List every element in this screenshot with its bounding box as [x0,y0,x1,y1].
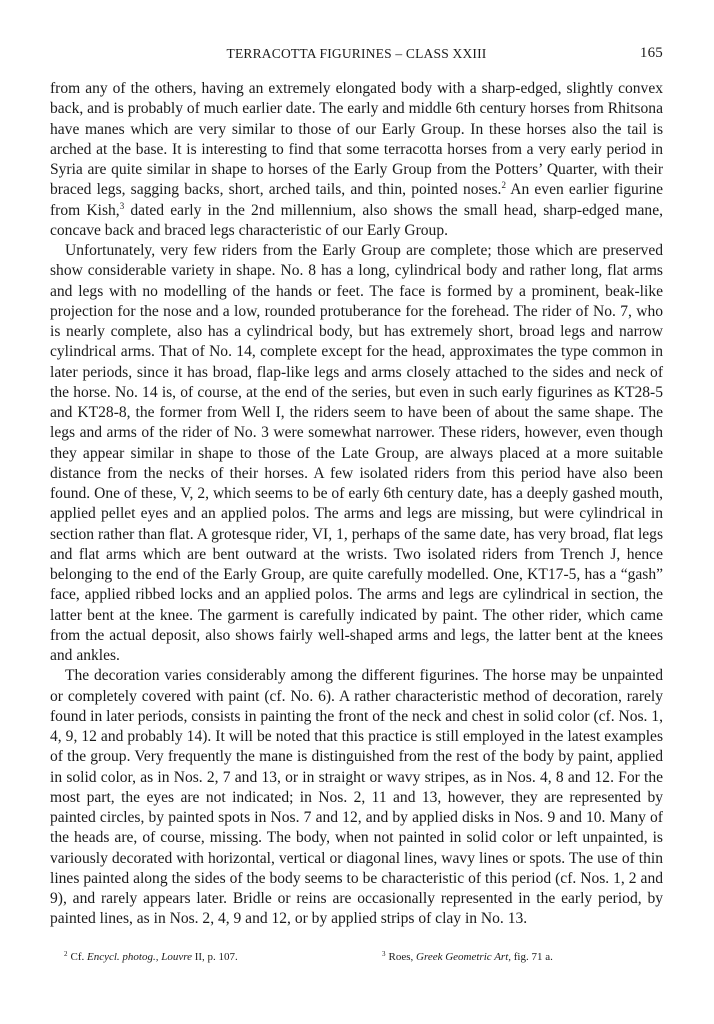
paragraph-1-part-a: from any of the others, having an extremely elongated body with a sharp-edged, slightly convex back, and is probably of much earlier date. The early and middle 6th century horses from Rhitsona have manes which are very similar to those of our Early Group. In these horses also the tail is arched at the base. It is interesting to find that some terracotta horses from a very early period in Syria are quite similar in shape to horses of the Early Group from the Potters’ Quarter, with their braced legs, sagging backs, short, arched tails, and thin, pointed noses. [50,80,663,199]
footnote-ref-2: 2 [501,180,506,191]
footnote-text: fig. 71 a. [511,951,553,963]
paragraph-1 [50,79,663,241]
footnote-2 [64,951,238,963]
footnote-source-title: Encycl. photog., Louvre [87,951,192,963]
paragraph-1-part-c: dated early in the 2nd millennium, also shows the small head, sharp-edged mane, concave back and braced legs characteristic of our Early Group. [50,201,663,239]
footnote-ref-3: 3 [119,200,125,211]
footnote-mark: 2 [64,950,68,958]
footnote-text: Cf. [70,951,87,963]
footnote-text: Roes, [388,951,416,963]
body-text [50,79,663,930]
paragraph-2: Unfortunately, very few riders from the Early Group are complete; those which are preserved show considerable variety in shape. No. 8 has a long, cylindrical body and rather long, flat arms and legs with no modelling of the hands or feet. The face is formed by a prominent, beak-like projection for the nose and a low, rounded protuberance for the forehead. The rider of No. 7, who is nearly complete, also has a cylindrical body, but has extremely short, broad legs and narrow cylindrical arms. That of No. 14, complete except for the head, approximates the type common in later periods, since it has broad, flap-like legs and arms closely attached to the sides and neck of the horse. No. 14 is, of course, at the end of the series, but even in such early figurines as KT28-5 and KT28-8, the former from Well I, the riders seem to have been of about the same shape. The legs and arms of the rider of No. 3 were somewhat narrower. These riders, however, even though they appear similar in shape to those of the Late Group, are always placed at a more suitable distance from the necks of their horses. A few isolated riders from this period have also been found. One of these, V, 2, which seems to be of early 6th century date, has a deeply gashed mouth, applied pellet eyes and an applied polos. The arms and legs are missing, but were cylindrical in section rather than flat. A grotesque rider, VI, 1, perhaps of the same date, has very broad, flat legs and flat arms which are bent outward at the wrists. Two isolated riders from Trench J, hence belonging to the end of the Early Group, are quite carefully modelled. One, KT17-5, has a “gash” face, applied ribbed locks and an applied polos. The arms and legs are cylindrical in section, the latter bent at the knee. The garment is carefully indicated by paint. The other rider, which came from the actual deposit, also shows fairly well-shaped arms and legs, the latter bent at the knees and ankles. [50,242,663,664]
footnote-mark: 3 [382,950,386,958]
page-number: 165 [639,45,663,61]
running-title: TERRACOTTA FIGURINES – CLASS XXIII [226,46,487,61]
paragraph-3: The decoration varies considerably among the different figurines. The horse may be unpainted or completely covered with paint (cf. No. 6). A rather characteristic method of decoration, rarely found in later periods, consists in painting the front of the neck and chest in solid color (cf. Nos. 1, 4, 9, 12 and probably 14). It will be noted that this practice is still employed in the latest examples of the group. Very frequently the mane is distinguished from the rest of the body by paint, applied in solid color, as in Nos. 2, 7 and 13, or in straight or wavy stripes, as in Nos. 4, 8 and 12. For the most part, the eyes are not indicated; in Nos. 2, 11 and 13, however, they are represented by painted circles, by painted spots in Nos. 7 and 12, and by applied disks in Nos. 9 and 10. Many of the heads are, of course, missing. The body, when not painted in solid color or left unpainted, is variously decorated with horizontal, vertical or diagonal lines, wavy lines or spots. The use of thin lines painted along the sides of the body seems to be characteristic of this period (cf. Nos. 1, 2 and 9), and rarely appears later. Bridle or reins are occasionally represented in the early period, by painted lines, as in Nos. 2, 4, 9 and 12, or by applied strips of clay in No. 13. [50,667,663,928]
footnote-source-title: Greek Geometric Art, [416,951,511,963]
footnote-text: II, p. 107. [191,951,238,963]
footnote-3 [382,951,553,963]
paragraph-1-part-b: An even earlier figurine from Kish, [50,181,663,219]
running-header [50,46,663,66]
